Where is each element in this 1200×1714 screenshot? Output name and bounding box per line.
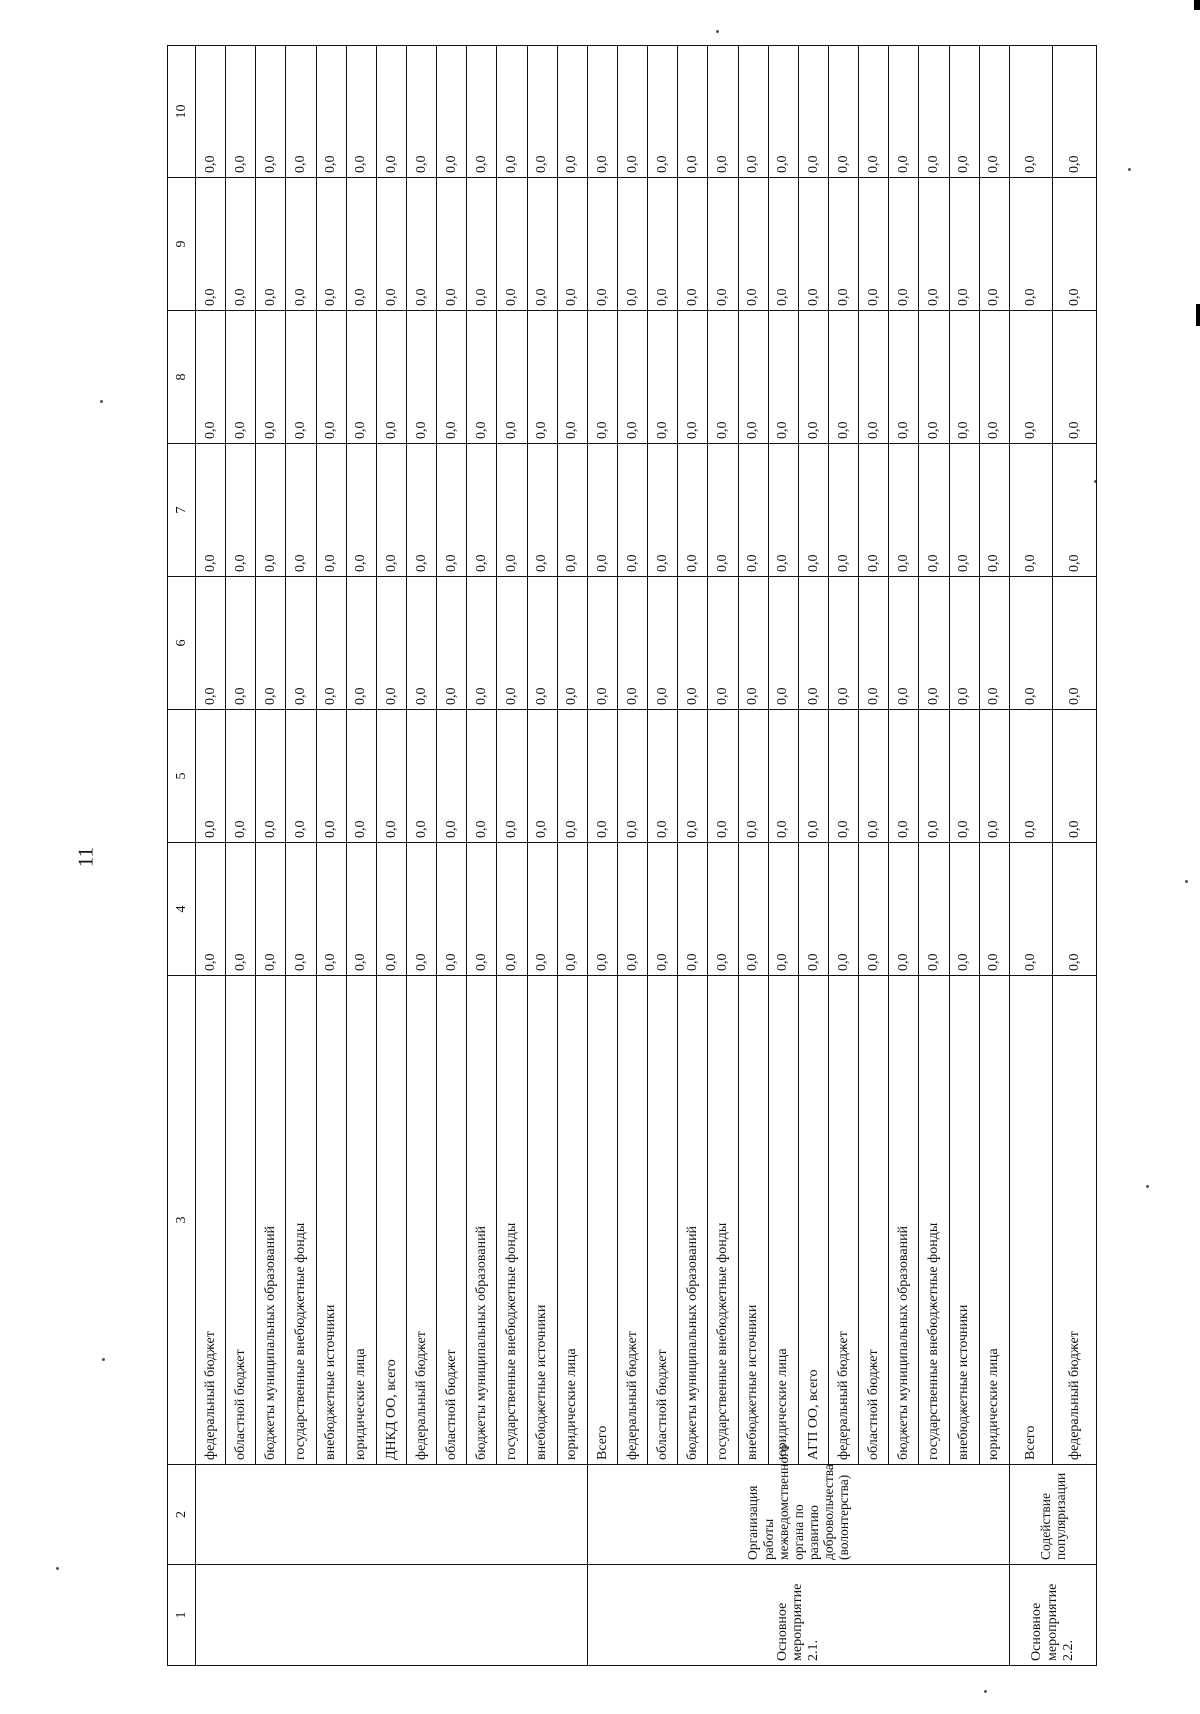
amount-cell: 0,0 — [316, 577, 346, 710]
amount-cell: 0,0 — [376, 311, 406, 444]
table-row — [738, 46, 768, 1666]
amount-cell: 0,0 — [979, 46, 1009, 178]
amount-cell: 0,0 — [708, 843, 738, 976]
amount-cell: 0,0 — [738, 311, 768, 444]
amount-cell: 0,0 — [346, 710, 376, 843]
amount-cell: 0,0 — [828, 178, 858, 311]
header-cell: 3 — [168, 976, 196, 1465]
table-row — [437, 46, 467, 1666]
amount-cell: 0,0 — [467, 843, 497, 976]
amount-cell: 0,0 — [1009, 843, 1052, 976]
amount-cell: 0,0 — [346, 46, 376, 178]
table-row — [196, 46, 226, 1666]
table-row — [949, 46, 979, 1666]
amount-cell: 0,0 — [768, 710, 798, 843]
amount-cell: 0,0 — [497, 577, 527, 710]
funding-source-cell: юридические лица — [768, 976, 798, 1465]
amount-cell: 0,0 — [919, 444, 949, 577]
amount-cell: 0,0 — [859, 46, 889, 178]
activity-cell — [196, 1565, 588, 1666]
amount-cell: 0,0 — [286, 444, 316, 577]
amount-cell: 0,0 — [1053, 311, 1097, 444]
amount-cell: 0,0 — [648, 46, 678, 178]
scan-speck — [1128, 168, 1131, 171]
amount-cell: 0,0 — [648, 843, 678, 976]
amount-cell: 0,0 — [286, 311, 316, 444]
table-row — [1009, 46, 1052, 1666]
amount-cell: 0,0 — [467, 46, 497, 178]
amount-cell: 0,0 — [1053, 46, 1097, 178]
funding-source-cell: бюджеты муниципальных образований — [256, 976, 286, 1465]
activity-description-cell: Организация работы межведомственного органа по развитию добровольчества (волонтерства) — [587, 1465, 1009, 1565]
amount-cell: 0,0 — [196, 444, 226, 577]
amount-cell: 0,0 — [889, 311, 919, 444]
amount-cell: 0,0 — [196, 710, 226, 843]
amount-cell: 0,0 — [376, 444, 406, 577]
funding-source-cell: бюджеты муниципальных образований — [678, 976, 708, 1465]
table-row — [406, 46, 436, 1666]
amount-cell: 0,0 — [919, 577, 949, 710]
amount-cell: 0,0 — [828, 577, 858, 710]
amount-cell: 0,0 — [678, 843, 708, 976]
funding-source-cell: государственные внебюджетные фонды — [919, 976, 949, 1465]
funding-source-cell: юридические лица — [557, 976, 587, 1465]
amount-cell: 0,0 — [467, 311, 497, 444]
amount-cell: 0,0 — [738, 710, 768, 843]
amount-cell: 0,0 — [316, 46, 346, 178]
edge-mark — [1194, 0, 1200, 10]
amount-cell: 0,0 — [286, 577, 316, 710]
amount-cell: 0,0 — [587, 178, 617, 311]
amount-cell: 0,0 — [708, 444, 738, 577]
amount-cell: 0,0 — [859, 577, 889, 710]
funding-source-cell: федеральный бюджет — [617, 976, 647, 1465]
activity-description-cell: Содействие популяризации — [1009, 1465, 1096, 1565]
amount-cell: 0,0 — [226, 577, 256, 710]
amount-cell: 0,0 — [527, 843, 557, 976]
amount-cell: 0,0 — [1053, 843, 1097, 976]
amount-cell: 0,0 — [1053, 178, 1097, 311]
amount-cell: 0,0 — [437, 710, 467, 843]
amount-cell: 0,0 — [497, 843, 527, 976]
amount-cell: 0,0 — [617, 444, 647, 577]
header-cell: 10 — [168, 46, 196, 178]
amount-cell: 0,0 — [738, 46, 768, 178]
amount-cell: 0,0 — [828, 843, 858, 976]
amount-cell: 0,0 — [527, 577, 557, 710]
table-row — [859, 46, 889, 1666]
amount-cell: 0,0 — [497, 444, 527, 577]
rotated-table-sheet — [167, 46, 1097, 1666]
amount-cell: 0,0 — [1009, 178, 1052, 311]
header-row — [168, 46, 196, 1666]
activity-cell: Основное мероприятие 2.1. — [587, 1565, 1009, 1666]
amount-cell: 0,0 — [196, 577, 226, 710]
amount-cell: 0,0 — [557, 311, 587, 444]
amount-cell: 0,0 — [1009, 46, 1052, 178]
amount-cell: 0,0 — [527, 444, 557, 577]
amount-cell: 0,0 — [256, 178, 286, 311]
funding-source-cell: федеральный бюджет — [828, 976, 858, 1465]
amount-cell: 0,0 — [949, 46, 979, 178]
amount-cell: 0,0 — [708, 46, 738, 178]
scan-speck — [1185, 880, 1188, 883]
amount-cell: 0,0 — [648, 444, 678, 577]
header-cell: 7 — [168, 444, 196, 577]
amount-cell: 0,0 — [406, 178, 436, 311]
amount-cell: 0,0 — [316, 311, 346, 444]
table-row — [1053, 46, 1097, 1666]
amount-cell: 0,0 — [979, 178, 1009, 311]
amount-cell: 0,0 — [256, 444, 286, 577]
amount-cell: 0,0 — [406, 444, 436, 577]
table-row — [587, 46, 617, 1666]
amount-cell: 0,0 — [919, 311, 949, 444]
amount-cell: 0,0 — [889, 843, 919, 976]
amount-cell: 0,0 — [587, 710, 617, 843]
scan-speck — [100, 400, 103, 403]
amount-cell: 0,0 — [527, 311, 557, 444]
amount-cell: 0,0 — [738, 444, 768, 577]
table-row — [648, 46, 678, 1666]
amount-cell: 0,0 — [587, 843, 617, 976]
header-cell: 1 — [168, 1565, 196, 1666]
funding-source-cell: бюджеты муниципальных образований — [467, 976, 497, 1465]
amount-cell: 0,0 — [617, 577, 647, 710]
amount-cell: 0,0 — [1053, 444, 1097, 577]
table-row — [919, 46, 949, 1666]
funding-source-cell: внебюджетные источники — [738, 976, 768, 1465]
amount-cell: 0,0 — [919, 843, 949, 976]
amount-cell: 0,0 — [346, 577, 376, 710]
amount-cell: 0,0 — [949, 178, 979, 311]
amount-cell: 0,0 — [678, 178, 708, 311]
amount-cell: 0,0 — [889, 46, 919, 178]
funding-source-cell: федеральный бюджет — [196, 976, 226, 1465]
amount-cell: 0,0 — [256, 710, 286, 843]
table-row — [346, 46, 376, 1666]
header-cell: 2 — [168, 1465, 196, 1565]
amount-cell: 0,0 — [798, 577, 828, 710]
amount-cell: 0,0 — [587, 444, 617, 577]
amount-cell: 0,0 — [406, 46, 436, 178]
amount-cell: 0,0 — [557, 444, 587, 577]
amount-cell: 0,0 — [798, 311, 828, 444]
amount-cell: 0,0 — [346, 444, 376, 577]
funding-source-cell: государственные внебюджетные фонды — [708, 976, 738, 1465]
funding-source-cell: областной бюджет — [226, 976, 256, 1465]
amount-cell: 0,0 — [949, 710, 979, 843]
amount-cell: 0,0 — [768, 577, 798, 710]
funding-source-cell: внебюджетные источники — [527, 976, 557, 1465]
amount-cell: 0,0 — [979, 577, 1009, 710]
amount-cell: 0,0 — [437, 843, 467, 976]
amount-cell: 0,0 — [949, 311, 979, 444]
amount-cell: 0,0 — [376, 843, 406, 976]
amount-cell: 0,0 — [226, 178, 256, 311]
amount-cell: 0,0 — [226, 46, 256, 178]
amount-cell: 0,0 — [557, 46, 587, 178]
funding-source-cell: внебюджетные источники — [316, 976, 346, 1465]
amount-cell: 0,0 — [316, 843, 346, 976]
amount-cell: 0,0 — [437, 577, 467, 710]
amount-cell: 0,0 — [497, 710, 527, 843]
amount-cell: 0,0 — [256, 46, 286, 178]
amount-cell: 0,0 — [617, 46, 647, 178]
amount-cell: 0,0 — [919, 178, 949, 311]
amount-cell: 0,0 — [678, 311, 708, 444]
amount-cell: 0,0 — [376, 577, 406, 710]
amount-cell: 0,0 — [196, 46, 226, 178]
amount-cell: 0,0 — [979, 311, 1009, 444]
amount-cell: 0,0 — [678, 710, 708, 843]
amount-cell: 0,0 — [196, 843, 226, 976]
amount-cell: 0,0 — [648, 710, 678, 843]
amount-cell: 0,0 — [256, 577, 286, 710]
amount-cell: 0,0 — [376, 178, 406, 311]
page-number: 11 — [73, 846, 98, 868]
table-row — [617, 46, 647, 1666]
table-row — [979, 46, 1009, 1666]
amount-cell: 0,0 — [467, 577, 497, 710]
amount-cell: 0,0 — [226, 444, 256, 577]
table-row — [557, 46, 587, 1666]
table-row — [256, 46, 286, 1666]
edge-mark — [1196, 304, 1200, 326]
amount-cell: 0,0 — [286, 710, 316, 843]
funding-source-cell: юридические лица — [979, 976, 1009, 1465]
amount-cell: 0,0 — [437, 444, 467, 577]
funding-source-cell: государственные внебюджетные фонды — [286, 976, 316, 1465]
funding-source-cell: внебюджетные источники — [949, 976, 979, 1465]
amount-cell: 0,0 — [798, 178, 828, 311]
amount-cell: 0,0 — [648, 311, 678, 444]
amount-cell: 0,0 — [557, 843, 587, 976]
header-cell: 4 — [168, 843, 196, 976]
amount-cell: 0,0 — [406, 577, 436, 710]
amount-cell: 0,0 — [1053, 577, 1097, 710]
table-row — [497, 46, 527, 1666]
amount-cell: 0,0 — [286, 843, 316, 976]
amount-cell: 0,0 — [979, 444, 1009, 577]
amount-cell: 0,0 — [708, 311, 738, 444]
amount-cell: 0,0 — [768, 178, 798, 311]
table-row — [286, 46, 316, 1666]
amount-cell: 0,0 — [346, 843, 376, 976]
amount-cell: 0,0 — [226, 311, 256, 444]
amount-cell: 0,0 — [1009, 710, 1052, 843]
scan-speck — [1146, 1185, 1149, 1188]
amount-cell: 0,0 — [828, 46, 858, 178]
amount-cell: 0,0 — [768, 311, 798, 444]
amount-cell: 0,0 — [376, 46, 406, 178]
funding-source-cell: федеральный бюджет — [406, 976, 436, 1465]
financing-table — [167, 45, 1097, 1666]
amount-cell: 0,0 — [1009, 444, 1052, 577]
amount-cell: 0,0 — [617, 311, 647, 444]
funding-source-cell: областной бюджет — [437, 976, 467, 1465]
amount-cell: 0,0 — [738, 178, 768, 311]
amount-cell: 0,0 — [467, 710, 497, 843]
amount-cell: 0,0 — [467, 178, 497, 311]
amount-cell: 0,0 — [768, 46, 798, 178]
scan-speck — [102, 1358, 105, 1361]
amount-cell: 0,0 — [286, 46, 316, 178]
table-row — [527, 46, 557, 1666]
amount-cell: 0,0 — [859, 178, 889, 311]
amount-cell: 0,0 — [798, 46, 828, 178]
amount-cell: 0,0 — [557, 710, 587, 843]
amount-cell: 0,0 — [557, 178, 587, 311]
amount-cell: 0,0 — [467, 444, 497, 577]
amount-cell: 0,0 — [859, 710, 889, 843]
header-cell: 8 — [168, 311, 196, 444]
amount-cell: 0,0 — [738, 843, 768, 976]
amount-cell: 0,0 — [226, 843, 256, 976]
amount-cell: 0,0 — [919, 46, 949, 178]
funding-source-cell: федеральный бюджет — [1053, 976, 1097, 1465]
amount-cell: 0,0 — [527, 710, 557, 843]
amount-cell: 0,0 — [738, 577, 768, 710]
amount-cell: 0,0 — [406, 843, 436, 976]
amount-cell: 0,0 — [617, 710, 647, 843]
table-row — [798, 46, 828, 1666]
amount-cell: 0,0 — [798, 444, 828, 577]
amount-cell: 0,0 — [889, 178, 919, 311]
amount-cell: 0,0 — [497, 178, 527, 311]
amount-cell: 0,0 — [889, 444, 919, 577]
amount-cell: 0,0 — [557, 577, 587, 710]
table-row — [768, 46, 798, 1666]
header-cell: 6 — [168, 577, 196, 710]
table-body — [196, 46, 1097, 1666]
amount-cell: 0,0 — [708, 577, 738, 710]
amount-cell: 0,0 — [1009, 311, 1052, 444]
amount-cell: 0,0 — [406, 311, 436, 444]
amount-cell: 0,0 — [346, 178, 376, 311]
amount-cell: 0,0 — [648, 577, 678, 710]
activity-cell: Основное мероприятие 2.2. — [1009, 1565, 1096, 1666]
amount-cell: 0,0 — [889, 577, 919, 710]
amount-cell: 0,0 — [828, 710, 858, 843]
funding-source-cell: юридические лица — [346, 976, 376, 1465]
amount-cell: 0,0 — [406, 710, 436, 843]
amount-cell: 0,0 — [376, 710, 406, 843]
amount-cell: 0,0 — [587, 46, 617, 178]
amount-cell: 0,0 — [587, 577, 617, 710]
amount-cell: 0,0 — [587, 311, 617, 444]
amount-cell: 0,0 — [979, 710, 1009, 843]
amount-cell: 0,0 — [828, 444, 858, 577]
amount-cell: 0,0 — [226, 710, 256, 843]
amount-cell: 0,0 — [768, 843, 798, 976]
amount-cell: 0,0 — [798, 843, 828, 976]
amount-cell: 0,0 — [828, 311, 858, 444]
amount-cell: 0,0 — [286, 178, 316, 311]
amount-cell: 0,0 — [527, 46, 557, 178]
scan-speck — [984, 1690, 987, 1693]
header-cell: 9 — [168, 178, 196, 311]
activity-description-cell — [196, 1465, 588, 1565]
amount-cell: 0,0 — [437, 46, 467, 178]
amount-cell: 0,0 — [979, 843, 1009, 976]
amount-cell: 0,0 — [346, 311, 376, 444]
amount-cell: 0,0 — [949, 577, 979, 710]
amount-cell: 0,0 — [859, 311, 889, 444]
amount-cell: 0,0 — [316, 444, 346, 577]
amount-cell: 0,0 — [256, 311, 286, 444]
amount-cell: 0,0 — [617, 178, 647, 311]
funding-source-cell: Всего — [1009, 976, 1052, 1465]
amount-cell: 0,0 — [949, 444, 979, 577]
funding-source-cell: ДНКД ОО, всего — [376, 976, 406, 1465]
scan-speck — [56, 1567, 59, 1570]
amount-cell: 0,0 — [527, 178, 557, 311]
amount-cell: 0,0 — [617, 843, 647, 976]
amount-cell: 0,0 — [316, 710, 346, 843]
funding-source-cell: государственные внебюджетные фонды — [497, 976, 527, 1465]
amount-cell: 0,0 — [798, 710, 828, 843]
amount-cell: 0,0 — [678, 444, 708, 577]
header-cell: 5 — [168, 710, 196, 843]
amount-cell: 0,0 — [497, 46, 527, 178]
amount-cell: 0,0 — [437, 178, 467, 311]
funding-source-cell: Всего — [587, 976, 617, 1465]
amount-cell: 0,0 — [316, 178, 346, 311]
amount-cell: 0,0 — [256, 843, 286, 976]
amount-cell: 0,0 — [1053, 710, 1097, 843]
table-row — [376, 46, 406, 1666]
amount-cell: 0,0 — [949, 843, 979, 976]
table-row — [889, 46, 919, 1666]
table-row — [226, 46, 256, 1666]
table-row — [708, 46, 738, 1666]
amount-cell: 0,0 — [708, 710, 738, 843]
amount-cell: 0,0 — [708, 178, 738, 311]
amount-cell: 0,0 — [859, 843, 889, 976]
scan-speck — [716, 30, 719, 33]
amount-cell: 0,0 — [497, 311, 527, 444]
table-row — [316, 46, 346, 1666]
amount-cell: 0,0 — [437, 311, 467, 444]
amount-cell: 0,0 — [648, 178, 678, 311]
funding-source-cell: областной бюджет — [648, 976, 678, 1465]
funding-source-cell: областной бюджет — [859, 976, 889, 1465]
funding-source-cell: АГП ОО, всего — [798, 976, 828, 1465]
amount-cell: 0,0 — [196, 178, 226, 311]
amount-cell: 0,0 — [678, 577, 708, 710]
amount-cell: 0,0 — [678, 46, 708, 178]
amount-cell: 0,0 — [768, 444, 798, 577]
amount-cell: 0,0 — [196, 311, 226, 444]
amount-cell: 0,0 — [1009, 577, 1052, 710]
amount-cell: 0,0 — [889, 710, 919, 843]
amount-cell: 0,0 — [919, 710, 949, 843]
table-row — [828, 46, 858, 1666]
amount-cell: 0,0 — [859, 444, 889, 577]
table-row — [467, 46, 497, 1666]
table-row — [678, 46, 708, 1666]
funding-source-cell: бюджеты муниципальных образований — [889, 976, 919, 1465]
